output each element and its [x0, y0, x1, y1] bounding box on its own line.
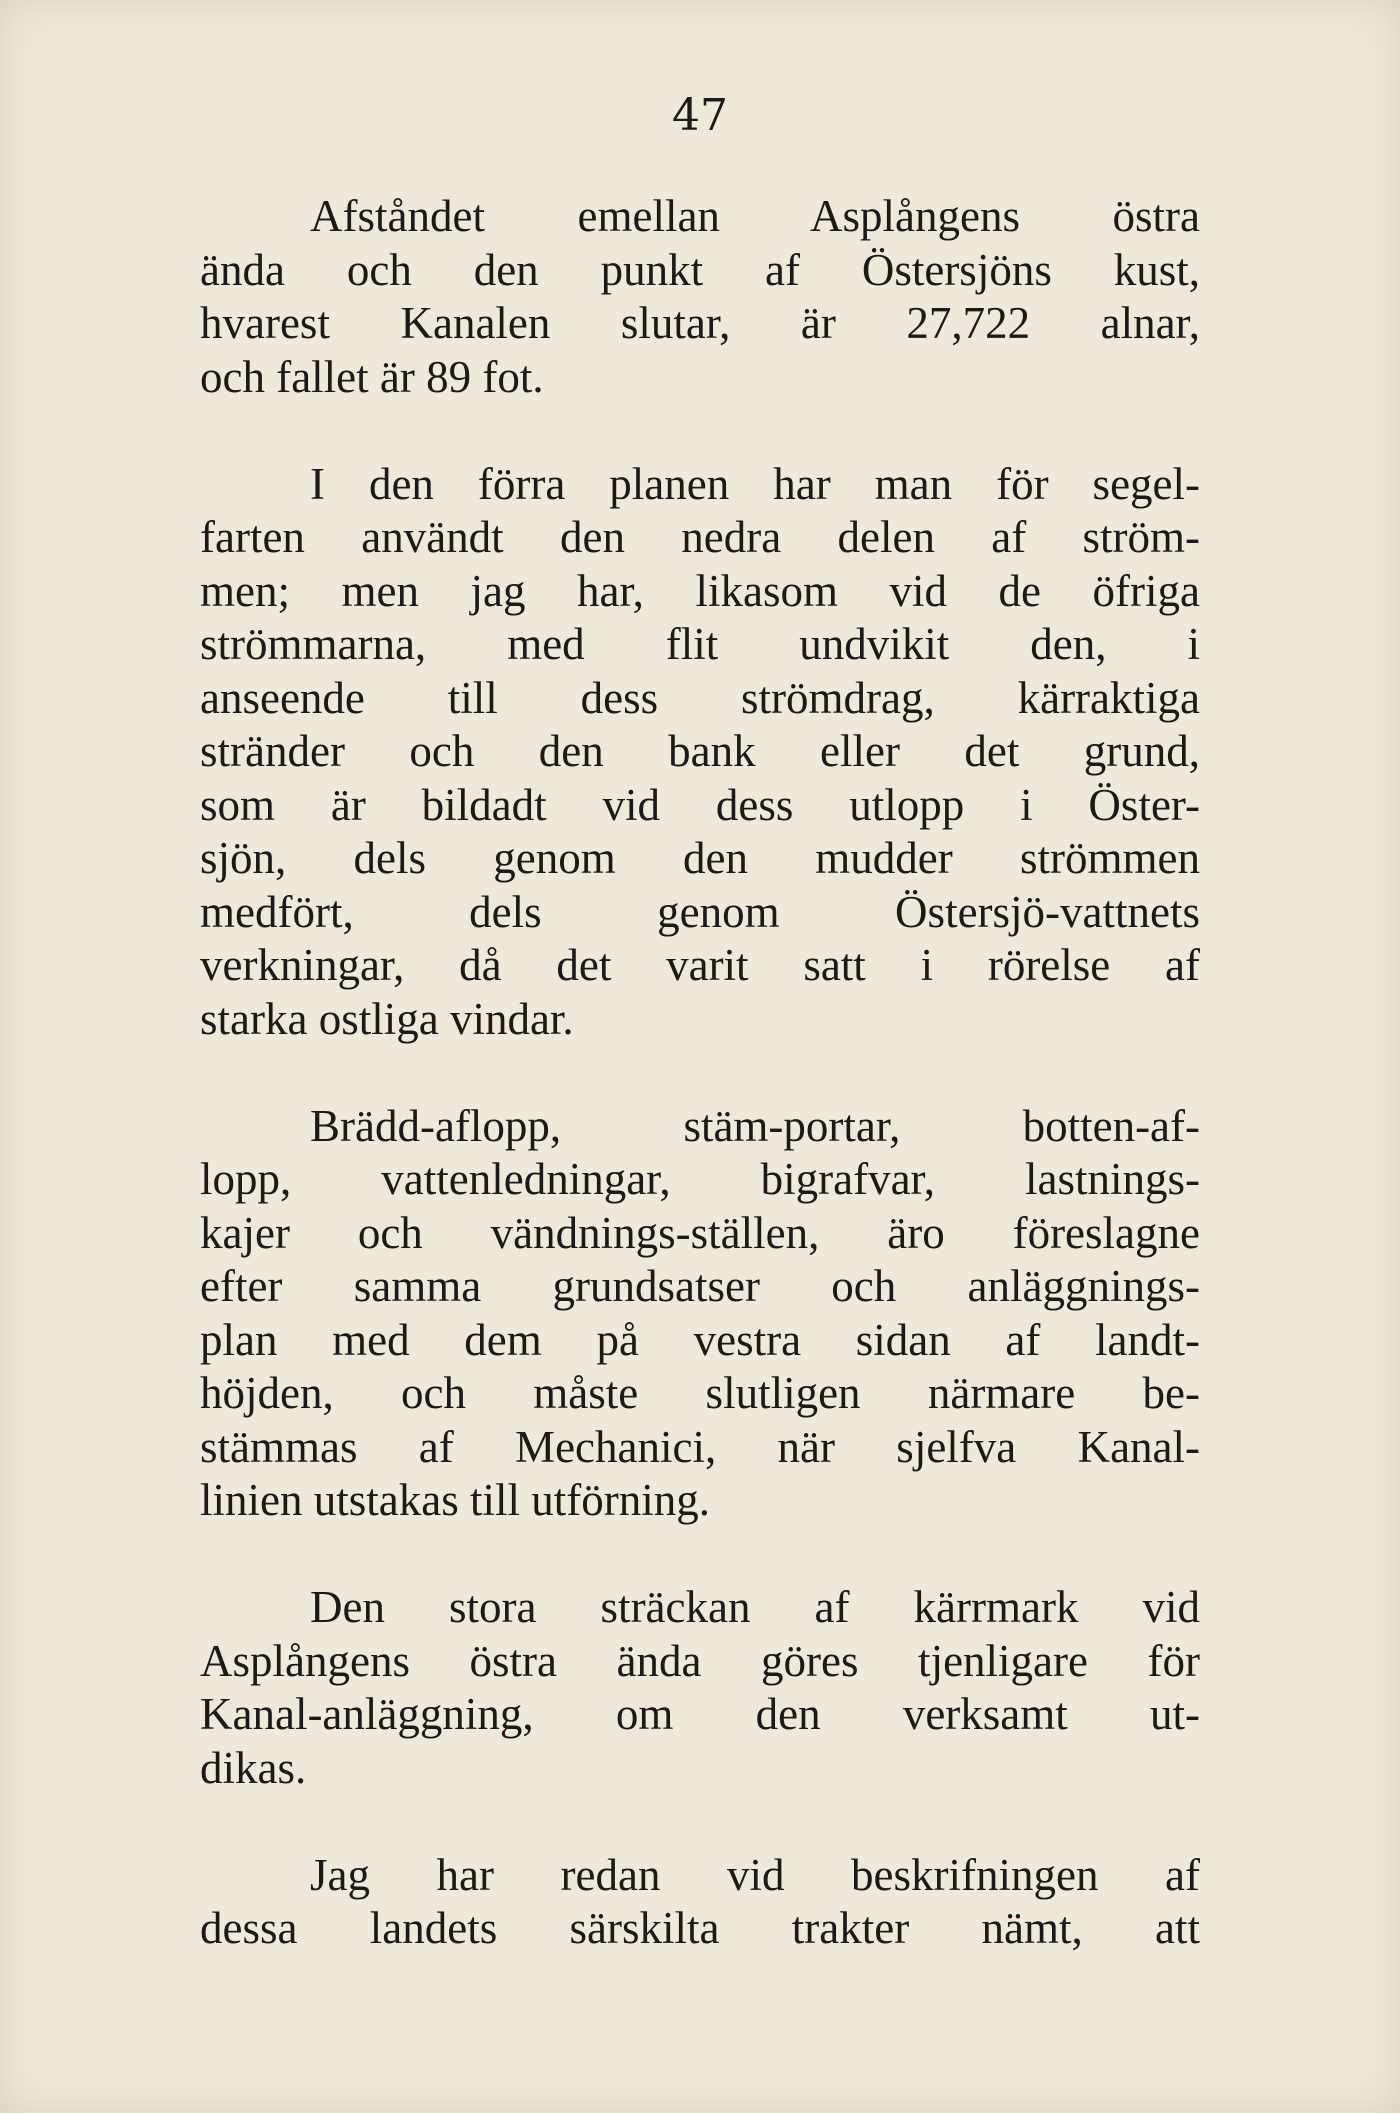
text-line: men; men jag har, likasom vid de öfriga: [200, 565, 1200, 616]
text-line: I den förra planen har man för segel-: [310, 458, 1200, 509]
text-line: strömmarna, med flit undvikit den, i: [200, 619, 1200, 669]
text-line: stämmas af Mechanici, när sjelfva Kanal-: [200, 1421, 1200, 1472]
text-line: och fallet är 89 fot.: [200, 351, 544, 402]
text-line: stränder och den bank eller det grund,: [200, 726, 1200, 776]
text-line: farten användt den nedra delen af ström-: [200, 512, 1200, 562]
text-line: sjön, dels genom den mudder strömmen: [200, 833, 1200, 883]
text-line: kajer och vändnings-ställen, äro föreslagne: [200, 1207, 1200, 1258]
text-line: starka ostliga vindar.: [200, 993, 574, 1044]
text-line: lopp, vattenledningar, bigrafvar, lastnings-: [200, 1154, 1200, 1204]
page-number: 47: [672, 90, 728, 141]
text-line: plan med dem på vestra sidan af landt-: [200, 1314, 1200, 1365]
text-line: Brädd-aflopp, stäm-portar, botten-af-: [310, 1100, 1200, 1151]
paragraph-1: [200, 190, 1200, 404]
text-line: verkningar, då det varit satt i rörelse af: [200, 940, 1200, 990]
text-line: Kanal-anläggning, om den verksamt ut-: [200, 1689, 1200, 1739]
text-line: ända och den punkt af Östersjöns kust,: [200, 244, 1200, 295]
text-line: som är bildadt vid dess utlopp i Öster-: [200, 779, 1200, 830]
text-line: Jag har redan vid beskrifningen af: [310, 1849, 1200, 1900]
text-line: linien utstakas till utförning.: [200, 1475, 710, 1525]
body-text: [200, 190, 1200, 2009]
text-line: Afståndet emellan Asplångens östra: [310, 191, 1200, 241]
text-line: hvarest Kanalen slutar, är 27,722 alnar,: [200, 298, 1200, 348]
paragraph-4: [200, 1581, 1200, 1795]
text-line: Den stora sträckan af kärrmark vid: [310, 1582, 1200, 1632]
paragraph-3: [200, 1100, 1200, 1528]
text-line: Asplångens östra ända göres tjenligare för: [200, 1635, 1200, 1686]
text-line: dikas.: [200, 1742, 307, 1793]
text-line: medfört, dels genom Östersjö-vattnets: [200, 886, 1200, 937]
text-line: dessa landets särskilta trakter nämt, att: [200, 1903, 1200, 1953]
text-line: höjden, och måste slutligen närmare be-: [200, 1368, 1200, 1418]
text-line: anseende till dess strömdrag, kärraktiga: [200, 672, 1200, 723]
paragraph-5: [200, 1849, 1200, 1956]
text-line: efter samma grundsatser och anläggnings-: [200, 1261, 1200, 1311]
paragraph-2: [200, 458, 1200, 1047]
